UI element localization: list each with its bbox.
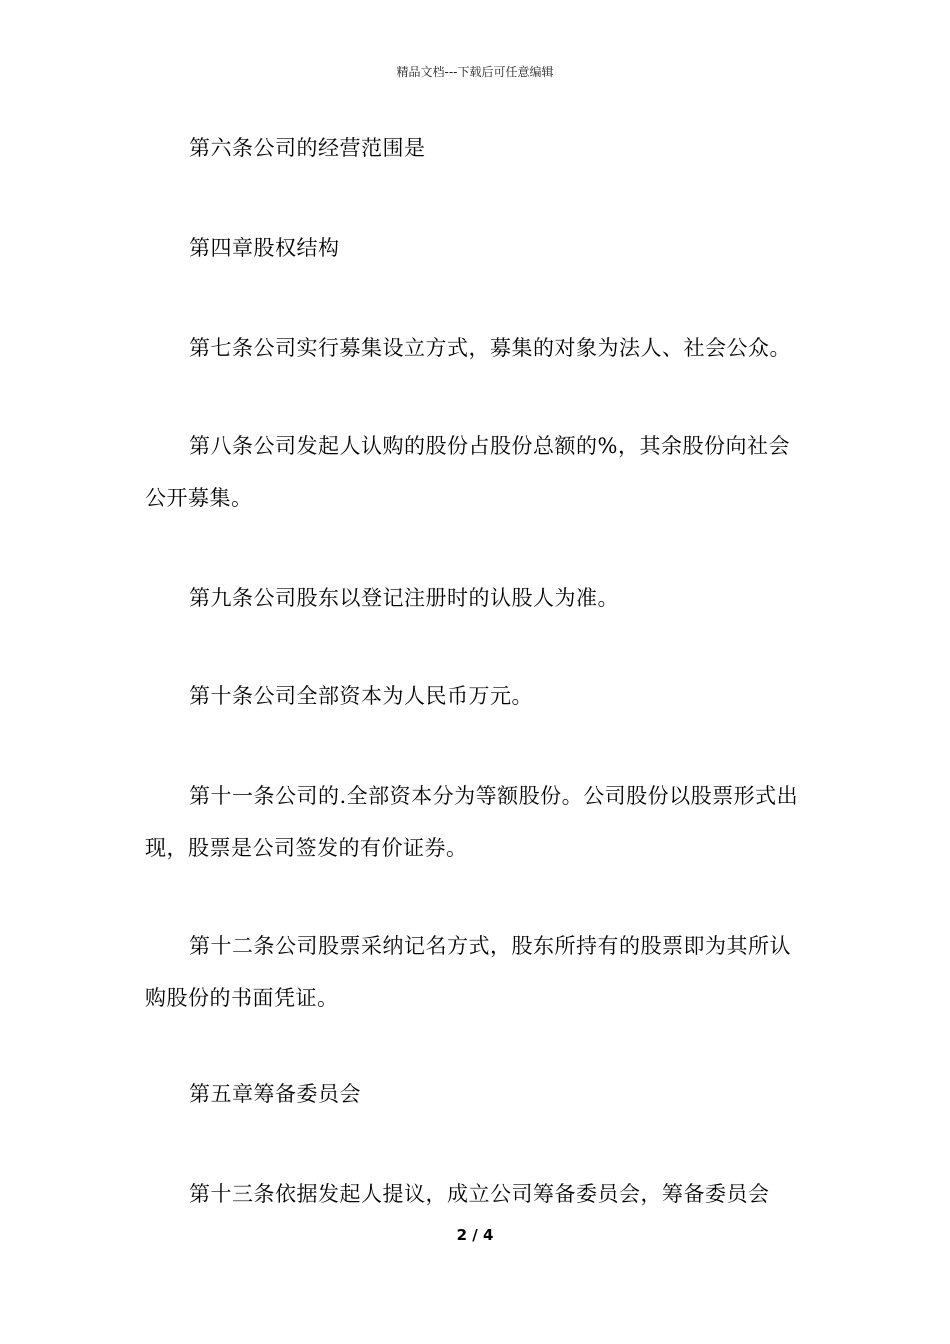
- paragraph-article-13: 第十三条依据发起人提议，成立公司筹备委员会，筹备委员会: [189, 1182, 770, 1206]
- paragraph-article-10: 第十条公司全部资本为人民币万元。: [189, 684, 533, 708]
- paragraph-article-9: 第九条公司股东以登记注册时的认股人为准。: [189, 586, 619, 610]
- page-number: 2 / 4: [456, 1226, 494, 1244]
- paragraph-article-7: 第七条公司实行募集设立方式，募集的对象为法人、社会公众。: [189, 336, 791, 360]
- paragraph-article-8: 第八条公司发起人认购的股份占股份总额的%，其余股份向社会公开募集。: [145, 434, 790, 510]
- page-header: 精品文档---下载后可任意编辑: [396, 65, 554, 79]
- paragraph-article-11: 第十一条公司的.全部资本分为等额股份。公司股份以股票形式出现，股票是公司签发的有价证券。: [145, 784, 799, 860]
- paragraph-article-12: 第十二条公司股票采纳记名方式，股东所持有的股票即为其所认购股份的书面凭证。: [145, 934, 791, 1010]
- paragraph-article-6: 第六条公司的经营范围是: [189, 136, 426, 160]
- paragraph-chapter-5: 第五章筹备委员会: [189, 1082, 361, 1106]
- paragraph-chapter-4: 第四章股权结构: [189, 236, 340, 260]
